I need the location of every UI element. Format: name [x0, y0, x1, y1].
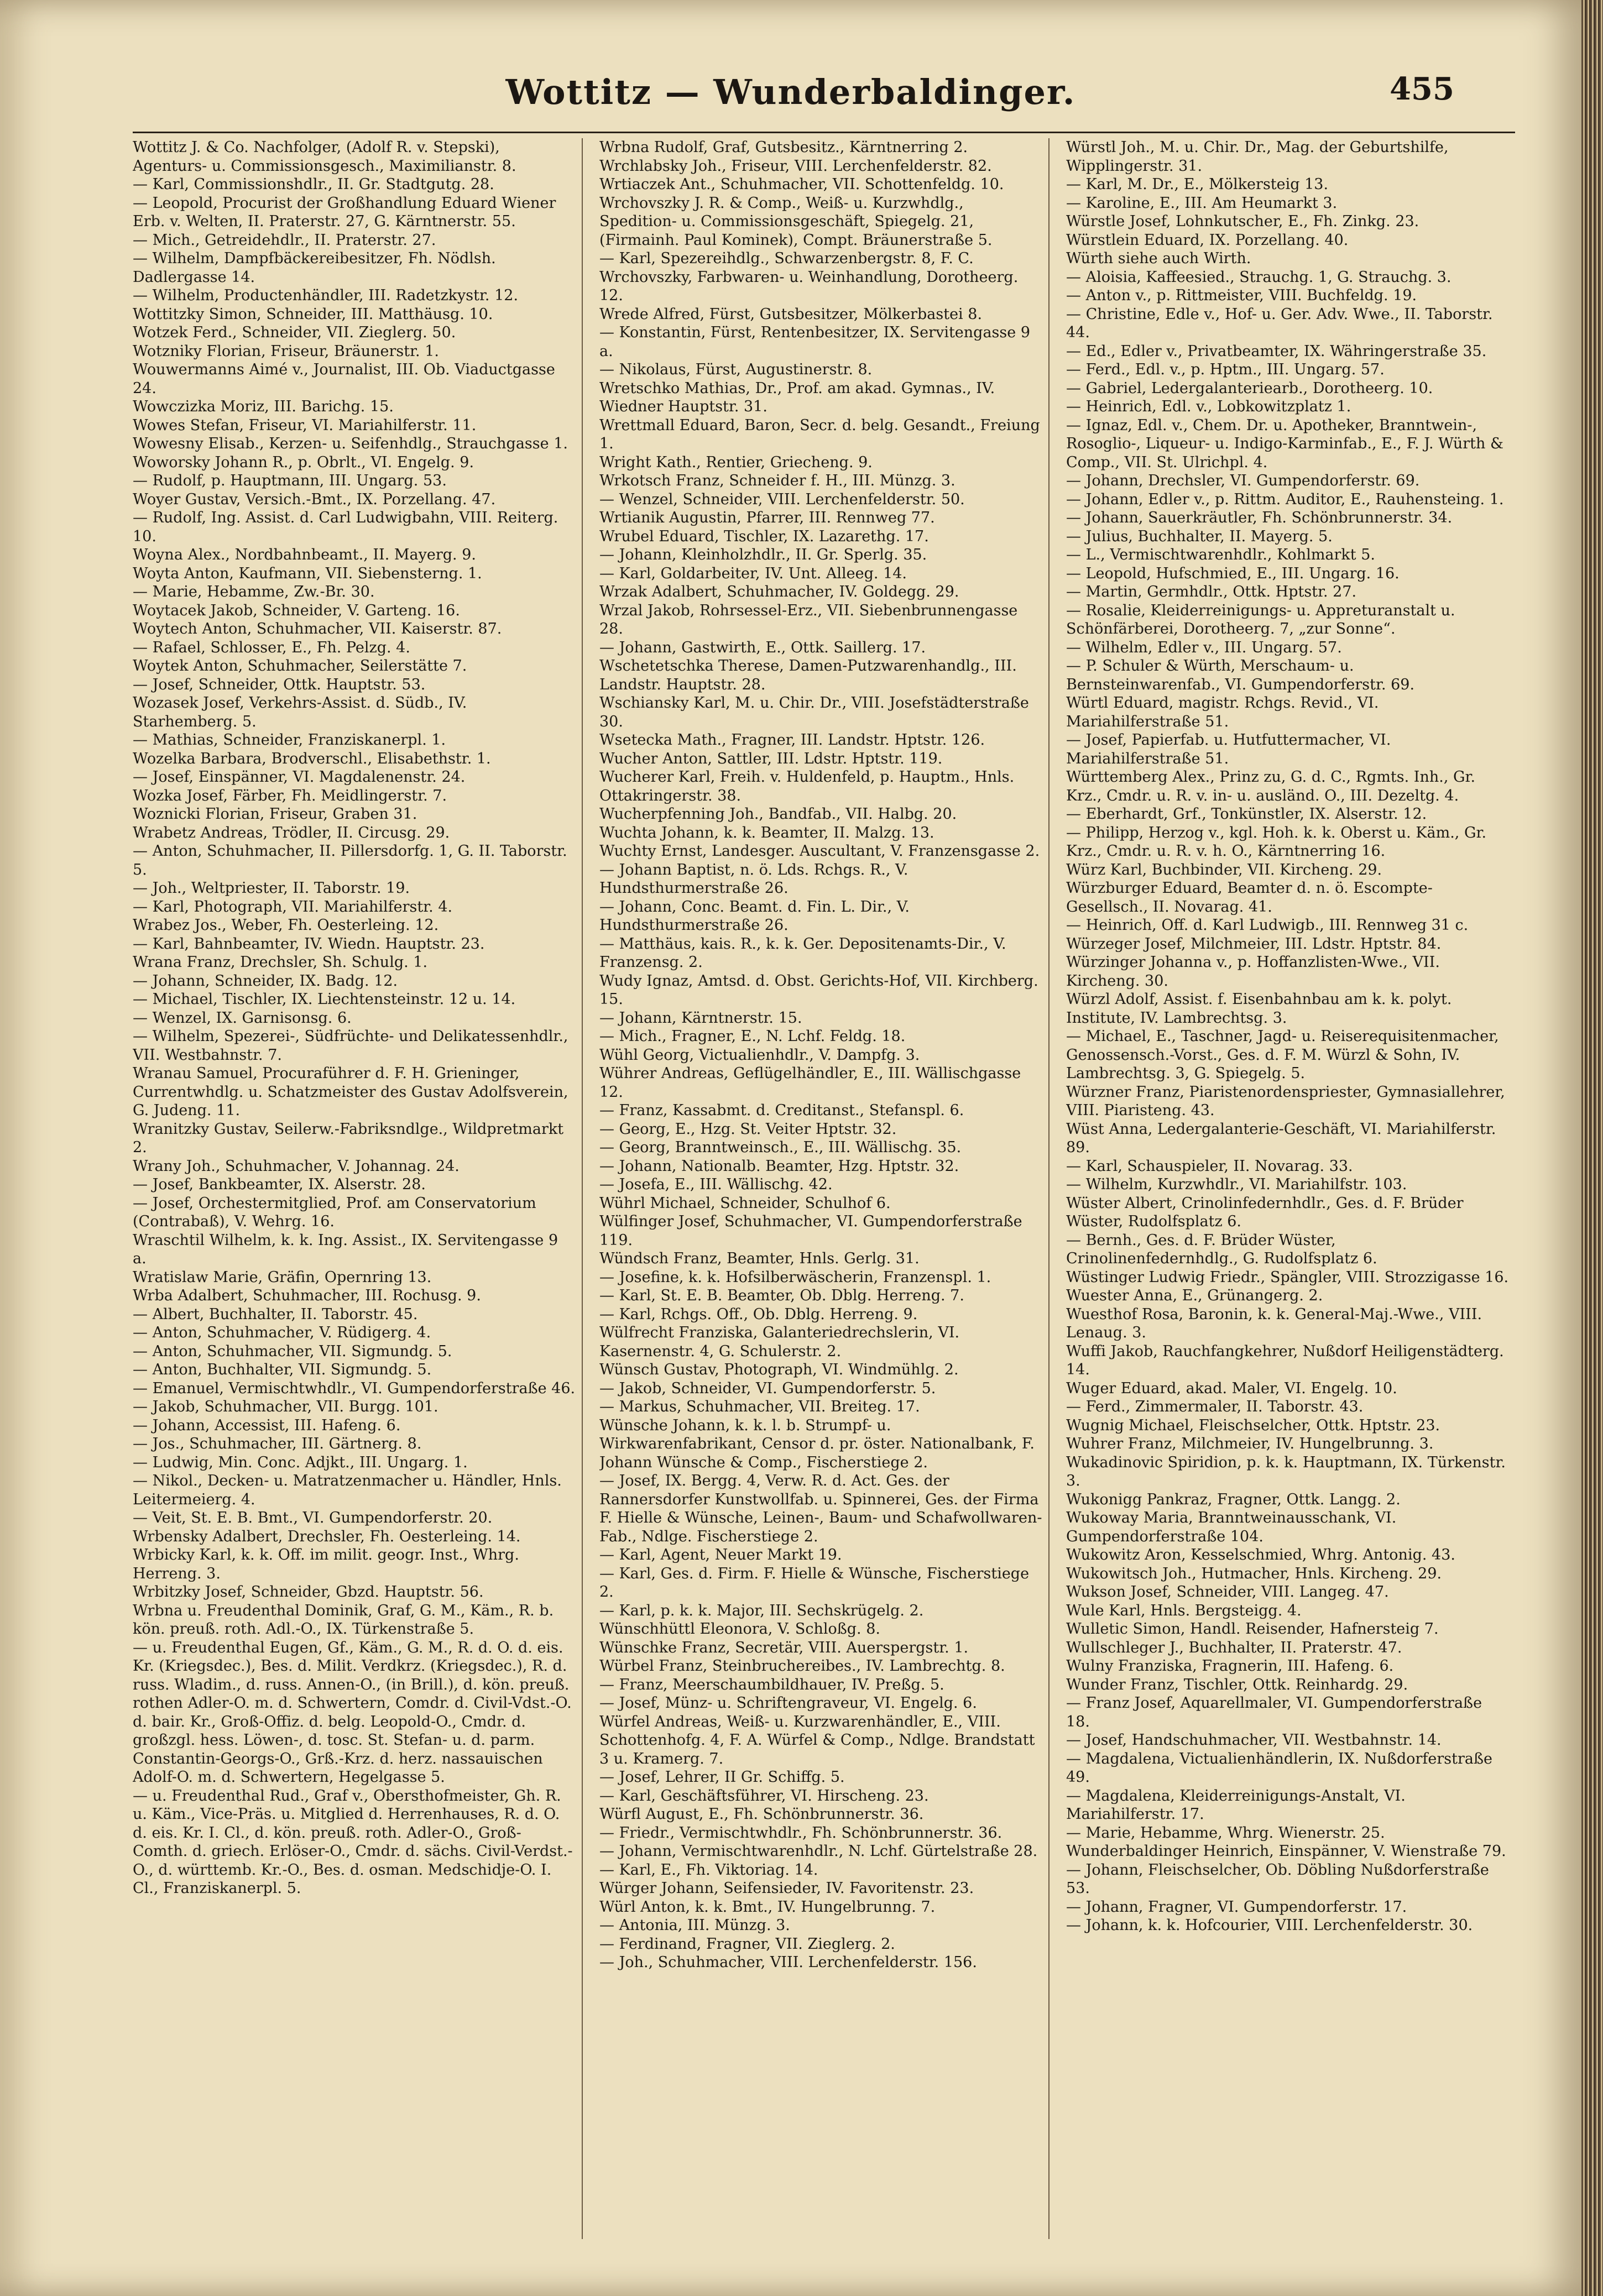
directory-entry: — Joh., Weltpriester, II. Taborstr. 19.	[133, 880, 410, 897]
directory-entry: Wrchlabsky Joh., Friseur, VIII. Lerchenfelderstr. 82.	[599, 157, 992, 175]
directory-entry: — Eberhardt, Grf., Tonkünstler, IX. Alserstr. 12.	[1066, 806, 1427, 823]
directory-entry: — Aloisia, Kaffeesied., Strauchg. 1, G. Strauchg. 3.	[1066, 268, 1451, 286]
directory-entry: — Johann, k. k. Hofcourier, VIII. Lerchenfelderstr. 30.	[1066, 1917, 1473, 1934]
directory-entry: Würstl Joh., M. u. Chir. Dr., Mag. der Geburtshilfe, Wipplingerstr. 31.	[1066, 139, 1449, 175]
directory-entry: Wühl Georg, Victualienhdlr., V. Dampfg. 3.	[599, 1046, 920, 1064]
directory-entry: — Johann, Vermischtwarenhdlr., N. Lchf. Gürtelstraße 28.	[599, 1843, 1038, 1860]
directory-entry: Würzner Franz, Piaristenordenspriester, Gymnasiallehrer, VIII. Piaristeng. 43.	[1066, 1083, 1505, 1119]
directory-entry: — Rafael, Schlosser, E., Fh. Pelzg. 4.	[133, 639, 410, 656]
directory-entry: — Johann, Drechsler, VI. Gumpendorferstr. 69.	[1066, 472, 1420, 489]
directory-entry: — Markus, Schuhmacher, VII. Breiteg. 17.	[599, 1398, 920, 1415]
directory-entry: — Anton, Buchhalter, VII. Sigmundg. 5.	[133, 1361, 432, 1378]
directory-entry: Woyer Gustav, Versich.-Bmt., IX. Porzellang. 47.	[133, 490, 496, 508]
directory-entry: Wotzniky Florian, Friseur, Bräunerstr. 1.	[133, 342, 439, 360]
directory-entry: Wrtianik Augustin, Pfarrer, III. Rennweg 77.	[599, 509, 935, 526]
directory-entry: Würzeger Josef, Milchmeier, III. Ldstr. Hptstr. 84.	[1066, 935, 1442, 953]
directory-entry: Wrana Franz, Drechsler, Sh. Schulg. 1.	[133, 954, 428, 971]
directory-entry: Wuester Anna, E., Grünangerg. 2.	[1066, 1287, 1323, 1304]
directory-entry: — Wenzel, Schneider, VIII. Lerchenfelderstr. 50.	[599, 490, 965, 508]
directory-entry: Woytacek Jakob, Schneider, V. Garteng. 16.	[133, 602, 460, 619]
directory-entry: — Johann, Schneider, IX. Badg. 12.	[133, 972, 398, 990]
directory-entry: — Martin, Germhdlr., Ottk. Hptstr. 27.	[1066, 583, 1357, 600]
directory-entry: — Michael, E., Taschner, Jagd- u. Reiserequisitenmacher, Genossensch.-Vorst., Ges. d. F. M. Würzl & Sohn, IV. Lambrechtsg. 3, G. Spiegelg. 5.	[1066, 1028, 1499, 1082]
directory-entry: — Ignaz, Edl. v., Chem. Dr. u. Apotheker, Branntwein-, Rosoglio-, Liqueur- u. Indigo-Karminfab., E., F. J. Würth & Comp., VII. St. Ulrichpl. 4.	[1066, 416, 1503, 471]
directory-entry: — Magdalena, Victualienhändlerin, IX. Nußdorferstraße 49.	[1066, 1750, 1493, 1786]
directory-entry: Wrzak Adalbert, Schuhmacher, IV. Goldegg. 29.	[599, 583, 959, 600]
directory-entry: — Michael, Tischler, IX. Liechtensteinstr. 12 u. 14.	[133, 991, 516, 1008]
directory-entry: — Karl, p. k. k. Major, III. Sechskrügelg. 2.	[599, 1602, 924, 1619]
directory-entry: — Johann, Accessist, III. Hafeng. 6.	[133, 1416, 401, 1434]
column-2	[599, 138, 1049, 2239]
directory-entry: — Josef, Handschuhmacher, VII. Westbahnstr. 14.	[1066, 1732, 1442, 1749]
directory-entry: — Josef, Lehrer, II Gr. Schiffg. 5.	[599, 1769, 845, 1786]
directory-entry: Wowczizka Moriz, III. Barichg. 15.	[133, 398, 394, 415]
directory-entry: — Veit, St. E. B. Bmt., VI. Gumpendorferstr. 20.	[133, 1509, 493, 1526]
directory-entry: — Wilhelm, Edler v., III. Ungarg. 57.	[1066, 639, 1342, 656]
directory-entry: Wottitz J. & Co. Nachfolger, (Adolf R. v. Stepski), Agenturs- u. Commissionsgesch., Maximilianstr. 8.	[133, 139, 516, 175]
directory-entry: — Karl, Bahnbeamter, IV. Wiedn. Hauptstr. 23.	[133, 935, 485, 953]
directory-entry: — Georg, Branntweinsch., E., III. Wällischg. 35.	[599, 1139, 962, 1156]
directory-entry: — Georg, E., Hzg. St. Veiter Hptstr. 32.	[599, 1120, 897, 1138]
directory-entry: — Rudolf, Ing. Assist. d. Carl Ludwigbahn, VIII. Reiterg. 10.	[133, 509, 558, 545]
directory-entry: Würzl Adolf, Assist. f. Eisenbahnbau am k. k. polyt. Institute, IV. Lambrechtsg. 3.	[1066, 991, 1452, 1027]
directory-entry: — Rudolf, p. Hauptmann, III. Ungarg. 53.	[133, 472, 447, 489]
directory-entry: Wunder Franz, Tischler, Ottk. Reinhardg. 29.	[1066, 1676, 1408, 1693]
directory-entry: — Konstantin, Fürst, Rentenbesitzer, IX. Servitengasse 9 a.	[599, 324, 1031, 360]
directory-entry: Wrbicky Karl, k. k. Off. im milit. geogr. Inst., Whrg. Herreng. 3.	[133, 1546, 519, 1582]
directory-entry: — Josef, Orchestermitglied, Prof. am Conservatorium (Contrabaß), V. Wehrg. 16.	[133, 1194, 536, 1230]
directory-entry: Wrabetz Andreas, Trödler, II. Circusg. 29.	[133, 824, 450, 841]
directory-entry: — Heinrich, Off. d. Karl Ludwigb., III. Rennweg 31 c.	[1066, 917, 1469, 934]
directory-entry: Wünschhüttl Eleonora, V. Schloßg. 8.	[599, 1620, 880, 1638]
directory-entry: — Nikolaus, Fürst, Augustinerstr. 8.	[599, 361, 873, 378]
directory-entry: Würtl Eduard, magistr. Rchgs. Revid., VI. Mariahilferstraße 51.	[1066, 694, 1379, 730]
directory-entry: Wrbna Rudolf, Graf, Gutsbesitz., Kärntnerring 2.	[599, 139, 968, 156]
directory-entry: — P. Schuler & Würth, Merschaum- u. Bernsteinwarenfab., VI. Gumpendorferstr. 69.	[1066, 657, 1415, 693]
directory-entry: — Rosalie, Kleiderreinigungs- u. Appreturanstalt u. Schönfärberei, Dorotheerg. 7, „zur Sonne“.	[1066, 602, 1455, 637]
directory-entry: Wuhrer Franz, Milchmeier, IV. Hungelbrunng. 3.	[1066, 1435, 1434, 1452]
directory-entry: Wrkotsch Franz, Schneider f. H., III. Münzg. 3.	[599, 472, 955, 489]
directory-entry: — Anton v., p. Rittmeister, VIII. Buchfeldg. 19.	[1066, 287, 1417, 304]
directory-entry: Wottitzky Simon, Schneider, III. Matthäusg. 10.	[133, 305, 493, 323]
directory-entry: Würfl August, E., Fh. Schönbrunnerstr. 36.	[599, 1806, 924, 1823]
directory-entry: Wschetetschka Therese, Damen-Putzwarenhandlg., III. Landstr. Hauptstr. 28.	[599, 657, 1017, 693]
directory-entry: — Ludwig, Min. Conc. Adjkt., III. Ungarg. 1.	[133, 1453, 468, 1471]
directory-entry: Wrbensky Adalbert, Drechsler, Fh. Oesterleing. 14.	[133, 1528, 521, 1545]
directory-entry: Würth siehe auch Wirth.	[1066, 250, 1251, 267]
directory-entry: — Wilhelm, Spezerei-, Südfrüchte- und Delikatessenhdlr., VII. Westbahnstr. 7.	[133, 1028, 568, 1064]
directory-entry: — Anton, Schuhmacher, VII. Sigmundg. 5.	[133, 1342, 452, 1360]
directory-entry: — Johann, Nationalb. Beamter, Hzg. Hptstr. 32.	[599, 1157, 959, 1175]
directory-entry: Wright Kath., Rentier, Griecheng. 9.	[599, 453, 873, 471]
directory-entry: — L., Vermischtwarenhdlr., Kohlmarkt 5.	[1066, 546, 1375, 563]
book-edge	[1581, 0, 1603, 2296]
directory-entry: Wülfinger Josef, Schuhmacher, VI. Gumpendorferstraße 119.	[599, 1213, 1022, 1249]
directory-entry: — Bernh., Ges. d. F. Brüder Wüster, Crinolinenfedernhdlg., G. Rudolfsplatz 6.	[1066, 1231, 1377, 1267]
directory-entry: Wündsch Franz, Beamter, Hnls. Gerlg. 31.	[599, 1250, 920, 1267]
directory-entry: Würfel Andreas, Weiß- u. Kurzwarenhändler, E., VIII. Schottenhofg. 4, F. A. Würfel & Comp., Ndlge. Brandstatt 3 u. Kramerg. 7.	[599, 1713, 1035, 1767]
directory-entry: Wule Karl, Hnls. Bergsteigg. 4.	[1066, 1602, 1302, 1619]
directory-entry: — Heinrich, Edl. v., Lobkowitzplatz 1.	[1066, 398, 1351, 415]
directory-entry: — Karl, Commissionshdlr., II. Gr. Stadtgutg. 28.	[133, 176, 494, 193]
directory-entry: — Mich., Getreidehdlr., II. Praterstr. 27.	[133, 231, 436, 249]
directory-entry: — Johann, Gastwirth, E., Ottk. Saillerg. 17.	[599, 639, 926, 656]
directory-entry: — Josef, IX. Bergg. 4, Verw. R. d. Act. Ges. der Rannersdorfer Kunstwollfab. u. Spinnerei, Ges. der Firma F. Hielle & Wünsche, Leinen-, Baum- und Schafwollwaren-Fab., Ndlge. Fischerstiege 2.	[599, 1472, 1042, 1545]
directory-entry: Wuffi Jakob, Rauchfangkehrer, Nußdorf Heiligenstädterg. 14.	[1066, 1342, 1504, 1378]
directory-entry: — Josef, Münz- u. Schriftengraveur, VI. Engelg. 6.	[599, 1694, 977, 1712]
directory-entry: — Marie, Hebamme, Zw.-Br. 30.	[133, 583, 375, 600]
directory-entry: — Matthäus, kais. R., k. k. Ger. Depositenamts-Dir., V. Franzensg. 2.	[599, 935, 1006, 971]
directory-entry: Wrbitzky Josef, Schneider, Gbzd. Hauptstr. 56.	[133, 1583, 484, 1601]
directory-entry: — Johann, Conc. Beamt. d. Fin. L. Dir., V. Hundsthurmerstraße 26.	[599, 898, 910, 934]
directory-entry: — Karl, Geschäftsführer, VI. Hirscheng. 23.	[599, 1787, 929, 1805]
directory-entry: Wukson Josef, Schneider, VIII. Langeg. 47.	[1066, 1583, 1389, 1601]
directory-entry: Wraschtil Wilhelm, k. k. Ing. Assist., IX. Servitengasse 9 a.	[133, 1231, 558, 1267]
directory-entry: — Josefine, k. k. Hofsilberwäscherin, Franzenspl. 1.	[599, 1268, 991, 1286]
directory-entry: Wucherer Karl, Freih. v. Huldenfeld, p. Hauptm., Hnls. Ottakringerstr. 38.	[599, 768, 1015, 804]
directory-entry: Wratislaw Marie, Gräfin, Opernring 13.	[133, 1268, 432, 1286]
directory-entry: Wrzal Jakob, Rohrsessel-Erz., VII. Siebenbrunnengasse 28.	[599, 602, 1018, 637]
directory-entry: Wührl Michael, Schneider, Schulhof 6.	[599, 1194, 891, 1212]
directory-entry: — Johann Baptist, n. ö. Lds. Rchgs. R., V. Hundsthurmerstraße 26.	[599, 861, 908, 897]
directory-entry: — Emanuel, Vermischtwhdlr., VI. Gumpendorferstraße 46.	[133, 1379, 576, 1397]
directory-entry: — Karl, Rchgs. Off., Ob. Dblg. Herreng. 9.	[599, 1305, 918, 1323]
directory-entry: — Johann, Edler v., p. Rittm. Auditor, E., Rauhensteing. 1.	[1066, 490, 1504, 508]
directory-entry: Wugnig Michael, Fleischselcher, Ottk. Hptstr. 23.	[1066, 1416, 1440, 1434]
directory-entry: — Leopold, Hufschmied, E., III. Ungarg. 16.	[1066, 564, 1400, 582]
directory-entry: Würzinger Johanna v., p. Hoffanzlisten-Wwe., VII. Kircheng. 30.	[1066, 954, 1440, 990]
directory-entry: Wukowitz Aron, Kesselschmied, Whrg. Antonig. 43.	[1066, 1546, 1455, 1563]
directory-entry: — Wilhelm, Dampfbäckereibesitzer, Fh. Nödlsh. Dadlergasse 14.	[133, 250, 496, 286]
directory-entry: Wretschko Mathias, Dr., Prof. am akad. Gymnas., IV. Wiedner Hauptstr. 31.	[599, 379, 995, 415]
directory-entry: Wozasek Josef, Verkehrs-Assist. d. Südb., IV. Starhemberg. 5.	[133, 694, 467, 730]
directory-entry: Wozelka Barbara, Brodverschl., Elisabethstr. 1.	[133, 750, 491, 767]
directory-entry: — Franz, Meerschaumbildhauer, IV. Preßg. 5.	[599, 1676, 944, 1693]
directory-entry: — Johann, Kärntnerstr. 15.	[599, 1009, 802, 1027]
directory-entry: Wulletic Simon, Handl. Reisender, Hafnersteig 7.	[1066, 1620, 1439, 1638]
directory-entry: — Wilhelm, Kurzwhdlr., VI. Mariahilfstr. 103.	[1066, 1176, 1407, 1193]
directory-entry: — Julius, Buchhalter, II. Mayerg. 5.	[1066, 527, 1333, 545]
directory-entry: Wünsche Johann, k. k. l. b. Strumpf- u. Wirkwarenfabrikant, Censor d. pr. öster. Nationalbank, F. Johann Wünsche & Comp., Fischerstiege 2.	[599, 1416, 1035, 1471]
directory-entry: Wunderbaldinger Heinrich, Einspänner, V. Wienstraße 79.	[1066, 1843, 1506, 1860]
directory-entry: — Wenzel, IX. Garnisonsg. 6.	[133, 1009, 352, 1027]
directory-entry: — Franz, Kassabmt. d. Creditanst., Stefanspl. 6.	[599, 1102, 964, 1119]
directory-entry: — Christine, Edle v., Hof- u. Ger. Adv. Wwe., II. Taborstr. 44.	[1066, 305, 1493, 341]
column-1	[133, 138, 583, 2239]
columns-container	[133, 138, 1515, 2239]
directory-entry: — Jakob, Schneider, VI. Gumpendorferstr. 5.	[599, 1379, 936, 1397]
directory-entry: — Philipp, Herzog v., kgl. Hoh. k. k. Oberst u. Käm., Gr. Krz., Cmdr. u. R. v. h. O., Kärntnerring 16.	[1066, 824, 1487, 860]
directory-entry: Wozka Josef, Färber, Fh. Meidlingerstr. 7.	[133, 787, 447, 804]
directory-entry: — u. Freudenthal Rud., Graf v., Obersthofmeister, Gh. R. u. Käm., Vice-Präs. u. Mitglied d. Herrenhauses, R. d. O. d. eis. Kr. I. Cl., d. kön. preuß. roth. Adler-O., Groß-Comth. d. griech. Erlöser-O., Cmdr. d. sächs. Civil-Verdst.-O., d. württemb. Kr.-O., Bes. d. osman. Medschidje-O. I. Cl., Franziskanerpl. 5.	[133, 1787, 573, 1897]
directory-entry: — Gabriel, Ledergalanteriearb., Dorotheerg. 10.	[1066, 379, 1433, 397]
directory-entry: — Jakob, Schuhmacher, VII. Burgg. 101.	[133, 1398, 438, 1415]
directory-entry: — Josef, Papierfab. u. Hutfuttermacher, VI. Mariahilferstraße 51.	[1066, 731, 1391, 767]
directory-entry: Würzburger Eduard, Beamter d. n. ö. Escompte-Gesellsch., II. Novarag. 41.	[1066, 880, 1433, 916]
directory-entry: Wuchty Ernst, Landesger. Auscultant, V. Franzensgasse 2.	[599, 843, 1040, 860]
directory-entry: Wuger Eduard, akad. Maler, VI. Engelg. 10.	[1066, 1379, 1397, 1397]
directory-entry: Wukoway Maria, Branntweinausschank, VI. Gumpendorferstraße 104.	[1066, 1509, 1397, 1545]
directory-entry: — Karl, M. Dr., E., Mölkersteig 13.	[1066, 176, 1329, 193]
directory-entry: Wowes Stefan, Friseur, VI. Mariahilferstr. 11.	[133, 416, 477, 434]
directory-entry: — Johann, Fleischselcher, Ob. Döbling Nußdorferstraße 53.	[1066, 1861, 1489, 1897]
directory-entry: — Josef, Einspänner, VI. Magdalenenstr. 24.	[133, 768, 466, 786]
directory-entry: Wukonigg Pankraz, Fragner, Ottk. Langg. 2.	[1066, 1490, 1401, 1508]
directory-entry: Wotzek Ferd., Schneider, VII. Zieglerg. 50.	[133, 324, 456, 341]
directory-entry: — Karl, Schauspieler, II. Novarag. 33.	[1066, 1157, 1353, 1175]
directory-entry: Wudy Ignaz, Amtsd. d. Obst. Gerichts-Hof, VII. Kirchberg. 15.	[599, 972, 1038, 1008]
directory-entry: — Ferdinand, Fragner, VII. Zieglerg. 2.	[599, 1935, 895, 1953]
directory-entry: Wrbna u. Freudenthal Dominik, Graf, G. M., Käm., R. b. kön. preuß. roth. Adl.-O., IX. Türkenstraße 5.	[133, 1602, 554, 1638]
directory-entry: Württemberg Alex., Prinz zu, G. d. C., Rgmts. Inh., Gr. Krz., Cmdr. u. R. v. in- u. ausländ. O., III. Dezeltg. 4.	[1066, 768, 1476, 804]
directory-entry: — Johann, Fragner, VI. Gumpendorferstr. 17.	[1066, 1898, 1407, 1916]
directory-entry: Wucherpfenning Joh., Bandfab., VII. Halbg. 20.	[599, 806, 957, 823]
directory-entry: Wrtiaczek Ant., Schuhmacher, VII. Schottenfeldg. 10.	[599, 176, 1004, 193]
directory-entry: — Johann, Sauerkräutler, Fh. Schönbrunnerstr. 34.	[1066, 509, 1453, 526]
directory-entry: Würl Anton, k. k. Bmt., IV. Hungelbrunng. 7.	[599, 1898, 936, 1916]
directory-entry: — Karl, Photograph, VII. Mariahilferstr. 4.	[133, 898, 453, 916]
header-rule	[133, 132, 1515, 133]
directory-entry: — Karl, St. E. B. Beamter, Ob. Dblg. Herreng. 7.	[599, 1287, 964, 1304]
directory-entry: Würbel Franz, Steinbruchereibes., IV. Lambrechtg. 8.	[599, 1657, 1005, 1675]
directory-entry: — Wilhelm, Productenhändler, III. Radetzkystr. 12.	[133, 287, 519, 304]
directory-entry: Wührer Andreas, Geflügelhändler, E., III. Wällischgasse 12.	[599, 1065, 1021, 1101]
directory-entry: — Ferd., Zimmermaler, II. Taborstr. 43.	[1066, 1398, 1364, 1415]
directory-entry: Woznicki Florian, Friseur, Graben 31.	[133, 806, 417, 823]
directory-entry: Wrabez Jos., Weber, Fh. Oesterleing. 12.	[133, 917, 439, 934]
directory-entry: Wranitzky Gustav, Seilerw.-Fabriksndlge., Wildpretmarkt 2.	[133, 1120, 564, 1156]
directory-entry: Wrchovszky J. R. & Comp., Weiß- u. Kurzwhdlg., Spedition- u. Commissionsgeschäft, Spiegelg. 21, (Firmainh. Paul Kominek), Compt. Bräunerstraße 5.	[599, 194, 993, 249]
directory-entry: Wulny Franziska, Fragnerin, III. Hafeng. 6.	[1066, 1657, 1394, 1675]
directory-entry: — Mathias, Schneider, Franziskanerpl. 1.	[133, 731, 446, 749]
directory-entry: Wrba Adalbert, Schuhmacher, III. Rochusg. 9.	[133, 1287, 481, 1304]
directory-entry: — Mich., Fragner, E., N. Lchf. Feldg. 18.	[599, 1028, 906, 1045]
directory-entry: — Magdalena, Kleiderreinigungs-Anstalt, VI. Mariahilferstr. 17.	[1066, 1787, 1406, 1823]
directory-entry: — Karl, E., Fh. Viktoriag. 14.	[599, 1861, 818, 1879]
directory-entry: Wranau Samuel, Procuraführer d. F. H. Grieninger, Currentwhdlg. u. Schatzmeister des Gustav Adolfsverein, G. Judeng. 11.	[133, 1065, 568, 1119]
directory-entry: — Karl, Goldarbeiter, IV. Unt. Alleeg. 14.	[599, 564, 907, 582]
page-header-title: Wottitz — Wunderbaldinger.	[505, 72, 1076, 112]
directory-entry: — u. Freudenthal Eugen, Gf., Käm., G. M., R. d. O. d. eis. Kr. (Kriegsdec.), Bes. d. Milit. Verdkrz. (Kriegsdec.), R. d. russ. Wladim., d. russ. Annen-O., (in Brill.), d. kön. preuß. rothen Adler-O. m. d. Schwertern, Comdr. d. Civil-Vdst.-O. d. bair. Kr., Groß-Offiz. d. belg. Leopold-O., Cmdr. d. großzgl. hess. Löwen-, d. tosc. St. Stefan- u. d. parm. Constantin-Georgs-O., Grß.-Krz. d. herz. nassauischen Adolf-O. m. d. Schwertern, Hegelgasse 5.	[133, 1639, 572, 1786]
directory-entry: Woyna Alex., Nordbahnbeamt., II. Mayerg. 9.	[133, 546, 476, 563]
directory-entry: — Karl, Ges. d. Firm. F. Hielle & Wünsche, Fischerstiege 2.	[599, 1565, 1030, 1601]
directory-entry: Wrede Alfred, Fürst, Gutsbesitzer, Mölkerbastei 8.	[599, 305, 983, 323]
directory-entry: — Albert, Buchhalter, II. Taborstr. 45.	[133, 1305, 418, 1323]
directory-entry: Wüster Albert, Crinolinfedernhdlr., Ges. d. F. Brüder Wüster, Rudolfsplatz 6.	[1066, 1194, 1464, 1230]
directory-entry: Woytek Anton, Schuhmacher, Seilerstätte 7.	[133, 657, 467, 674]
directory-entry: Wukadinovic Spiridion, p. k. k. Hauptmann, IX. Türkenstr. 3.	[1066, 1453, 1506, 1489]
directory-entry: — Johann, Kleinholzhdlr., II. Gr. Sperlg. 35.	[599, 546, 927, 563]
directory-entry: Wschiansky Karl, M. u. Chir. Dr., VIII. Josefstädterstraße 30.	[599, 694, 1029, 730]
directory-entry: Woyta Anton, Kaufmann, VII. Siebensterng. 1.	[133, 564, 482, 582]
directory-entry: Wsetecka Math., Fragner, III. Landstr. Hptstr. 126.	[599, 731, 985, 749]
directory-entry: — Antonia, III. Münzg. 3.	[599, 1917, 790, 1934]
directory-entry: Wrany Joh., Schuhmacher, V. Johannag. 24.	[133, 1157, 460, 1175]
directory-entry: Wowesny Elisab., Kerzen- u. Seifenhdlg., Strauchgasse 1.	[133, 435, 568, 452]
directory-entry: — Josef, Schneider, Ottk. Hauptstr. 53.	[133, 676, 426, 693]
directory-entry: Wüst Anna, Ledergalanterie-Geschäft, VI. Mariahilferstr. 89.	[1066, 1120, 1496, 1156]
directory-entry: Wouwermanns Aimé v., Journalist, III. Ob. Viaductgasse 24.	[133, 361, 555, 397]
directory-entry: — Marie, Hebamme, Whrg. Wienerstr. 25.	[1066, 1824, 1385, 1842]
directory-entry: Würstle Josef, Lohnkutscher, E., Fh. Zinkg. 23.	[1066, 213, 1419, 230]
directory-entry: — Ferd., Edl. v., p. Hptm., III. Ungarg. 57.	[1066, 361, 1385, 378]
directory-entry: — Josef, Bankbeamter, IX. Alserstr. 28.	[133, 1176, 426, 1193]
directory-entry: — Karl, Spezereihdlg., Schwarzenbergstr. 8, F. C. Wrchovszky, Farbwaren- u. Weinhandlung, Dorotheerg. 12.	[599, 250, 1019, 304]
directory-entry: Wuesthof Rosa, Baronin, k. k. General-Maj.-Wwe., VIII. Lenaug. 3.	[1066, 1305, 1482, 1341]
directory-entry: Woytech Anton, Schuhmacher, VII. Kaiserstr. 87.	[133, 620, 502, 637]
directory-entry: — Anton, Schuhmacher, II. Pillersdorfg. 1, G. II. Taborstr. 5.	[133, 843, 567, 878]
directory-entry: — Josefa, E., III. Wällischg. 42.	[599, 1176, 833, 1193]
directory-entry: — Franz Josef, Aquarellmaler, VI. Gumpendorferstraße 18.	[1066, 1694, 1482, 1730]
directory-entry: Wullschleger J., Buchhalter, II. Praterstr. 47.	[1066, 1639, 1402, 1656]
directory-entry: Wünschke Franz, Secretär, VIII. Auerspergstr. 1.	[599, 1639, 969, 1656]
directory-entry: Wrettmall Eduard, Baron, Secr. d. belg. Gesandt., Freiung 1.	[599, 416, 1040, 452]
directory-entry: — Anton, Schuhmacher, V. Rüdigerg. 4.	[133, 1324, 431, 1341]
directory-entry: Würz Karl, Buchbinder, VII. Kircheng. 29.	[1066, 861, 1382, 878]
directory-entry: Wünsch Gustav, Photograph, VI. Windmühlg. 2.	[599, 1361, 959, 1378]
directory-entry: — Ed., Edler v., Privatbeamter, IX. Währingerstraße 35.	[1066, 342, 1487, 360]
directory-entry: — Jos., Schuhmacher, III. Gärtnerg. 8.	[133, 1435, 422, 1452]
page-number: 455	[1390, 71, 1454, 107]
directory-entry: — Nikol., Decken- u. Matratzenmacher u. Händler, Hnls. Leitermeierg. 4.	[133, 1472, 562, 1508]
directory-entry: — Karoline, E., III. Am Heumarkt 3.	[1066, 194, 1338, 212]
directory-entry: — Karl, Agent, Neuer Markt 19.	[599, 1546, 842, 1563]
directory-entry: Wuchta Johann, k. k. Beamter, II. Malzg. 13.	[599, 824, 934, 841]
column-3	[1066, 138, 1515, 2239]
directory-entry: Wüstinger Ludwig Friedr., Spängler, VIII. Strozzigasse 16.	[1066, 1268, 1509, 1286]
directory-entry: Woworsky Johann R., p. Obrlt., VI. Engelg. 9.	[133, 453, 474, 471]
directory-entry: Wülfrecht Franziska, Galanteriedrechslerin, VI. Kasernenstr. 4, G. Schulerstr. 2.	[599, 1324, 960, 1360]
directory-entry: — Joh., Schuhmacher, VIII. Lerchenfelderstr. 156.	[599, 1954, 977, 1971]
directory-entry: Wukowitsch Joh., Hutmacher, Hnls. Kircheng. 29.	[1066, 1565, 1442, 1582]
directory-entry: Würstlein Eduard, IX. Porzellang. 40.	[1066, 231, 1349, 249]
directory-entry: Wucher Anton, Sattler, III. Ldstr. Hptstr. 119.	[599, 750, 943, 767]
directory-entry: — Friedr., Vermischtwhdlr., Fh. Schönbrunnerstr. 36.	[599, 1824, 1002, 1842]
directory-entry: — Leopold, Procurist der Großhandlung Eduard Wiener Erb. v. Welten, II. Praterstr. 27, G. Kärntnerstr. 55.	[133, 194, 556, 230]
directory-entry: Würger Johann, Seifensieder, IV. Favoritenstr. 23.	[599, 1880, 974, 1897]
directory-entry: Wrubel Eduard, Tischler, IX. Lazarethg. 17.	[599, 527, 929, 545]
